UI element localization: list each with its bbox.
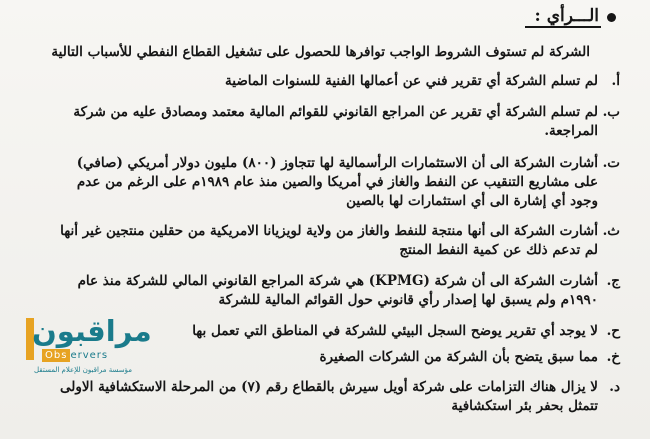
item-letter: ب. <box>602 104 620 120</box>
item-line: لم تسلم الشركة أي تقرير فني عن أعمالها الفنية للسنوات الماضية <box>225 73 598 89</box>
item-text <box>319 348 598 367</box>
item-letter: د. <box>609 379 620 395</box>
list-item <box>140 348 620 367</box>
list-item <box>140 322 620 341</box>
item-text <box>77 154 598 211</box>
item-text <box>60 378 598 416</box>
logo-arabic-text: مراقبون <box>32 314 152 348</box>
item-letter: ث. <box>602 223 620 239</box>
intro-paragraph: الشركة لم تستوف الشروط الواجب توافرها للحصول على تشغيل القطاع النفطي للأسباب التالية <box>51 44 590 60</box>
item-letter: ح. <box>606 323 620 339</box>
item-line: مما سبق يتضح بأن الشركة من الشركات الصغيرة <box>319 349 598 365</box>
heading-text: الـــرأي : <box>525 6 601 28</box>
item-text <box>73 103 598 141</box>
item-line: على مشاريع التنقيب عن النفط والغاز في أمريكا والصين منذ عام ١٩٨٩م على الرغم من عدم <box>76 174 598 190</box>
item-line: لا يزال هناك التزامات على شركة أويل سيرش بالقطاع رقم (٧) من المرحلة الاستكشافية الاولى <box>60 379 598 395</box>
item-line: لم تدعم ذلك عن كمية النفط المنتج <box>399 242 598 258</box>
item-letter: خ. <box>606 349 620 365</box>
item-line: لا يوجد أي تقرير يوضح السجل البيئي للشركة في المناطق التي تعمل بها <box>192 323 598 339</box>
item-line: ١٩٩٠م ولم يسبق لها إصدار رأي قانوني حول القوائم المالية للشركة <box>218 292 598 308</box>
item-text <box>192 322 598 341</box>
item-line: أشارت الشركة الى أنها منتجة للنفط والغاز من ولاية لويزيانا الامريكية من حقلين منتجين غير أنها <box>60 223 598 239</box>
logo-tagline: مؤسسة مراقبون للإعلام المستقل <box>34 366 132 374</box>
item-line: أشارت الشركة الى أن شركة (KPMG) هي شركة المراجع القانوني المالي للشركة منذ عام <box>77 273 598 289</box>
item-letter: ج. <box>606 273 620 289</box>
logo-english-text <box>42 350 108 361</box>
item-line: وجود أي إشارة الى أي استثمارات لها بالصين <box>346 193 598 209</box>
item-line: المراجعة. <box>544 123 598 139</box>
section-heading <box>525 6 616 28</box>
list-item <box>30 154 620 211</box>
list-item <box>30 222 620 260</box>
logo-english-box: Obs <box>42 349 70 362</box>
item-letter: ت. <box>602 155 620 171</box>
logo-english-rest: ervers <box>70 350 109 361</box>
observers-logo <box>24 314 152 384</box>
list-item <box>77 272 620 310</box>
item-letter: أ. <box>611 73 620 89</box>
item-text <box>225 72 598 91</box>
item-line: تتمثل بحفر بئر استكشافية <box>451 398 598 414</box>
list-item <box>30 72 620 91</box>
item-line: لم تسلم الشركة أي تقرير عن المراجع القانوني للقوائم المالية معتمد ومصادق عليه من شركة <box>73 104 598 120</box>
bullet-icon <box>607 13 616 22</box>
item-line: أشارت الشركة الى أن الاستثمارات الرأسمالية لها تتجاوز (٨٠٠) مليون دولار أمريكي (صافي) <box>76 155 598 171</box>
item-text <box>78 272 598 310</box>
item-text <box>60 222 598 260</box>
list-item <box>30 103 620 141</box>
